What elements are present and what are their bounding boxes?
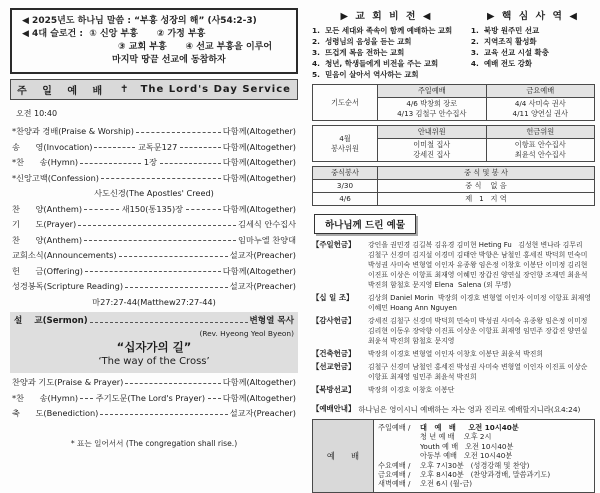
lunch-date: 4/6 (313, 193, 378, 206)
vision-item: 5. 믿음이 살아서 역사하는 교회 (312, 70, 419, 79)
vision-item: 2. 성령님의 음성을 듣는 교회 (312, 37, 412, 46)
sermon-title-korean: “십자가의 길” (116, 340, 192, 354)
right-page (312, 8, 595, 493)
order-item-person: 다함께(Altogether) (222, 126, 296, 136)
table-cell-line: 최윤석 안수집사 (514, 150, 566, 159)
worship-order-row (10, 233, 298, 249)
schedule-service-name: 금요예배 / (378, 470, 411, 480)
dotted-leader (85, 270, 221, 272)
vision-title: ▶ 교 회 비 전 ◀ (340, 11, 433, 22)
offering-category-label: 【북방선교】 (312, 385, 356, 394)
lunch-service-table (312, 166, 595, 206)
order-item-person: 다함께(Altogether) (222, 172, 296, 183)
schedule-service-time: 오전 6시 (월-금) (420, 479, 473, 489)
order-item-person: 김세식 안수집사 (238, 219, 296, 229)
dotted-leader (125, 382, 220, 384)
order-item-label: *찬 송(Hymn) (12, 157, 79, 167)
table-cell-line: 4/13 김철구 안수집사 (397, 109, 467, 118)
offering-committee-cell (486, 139, 595, 162)
slogan-line-1: ◀ 4대 슬로건 : ① 신앙 부흥 ② 가정 부흥 (22, 29, 206, 39)
usher-cell (378, 139, 487, 162)
slogan-box (10, 8, 298, 74)
order-item-detail: 1장 (143, 157, 157, 167)
volunteer-month: 4월 (339, 133, 351, 143)
offering-entry (312, 240, 595, 290)
table-cell-line: 4/4 사미숙 권사 (514, 99, 566, 108)
dotted-leader (136, 131, 221, 133)
dotted-leader (160, 162, 221, 164)
offering-entry (312, 316, 595, 346)
offering-category-label: 【감사헌금】 (312, 316, 356, 325)
schedule-row (378, 479, 590, 488)
order-item-label: *찬 송(Hymn) (12, 392, 79, 403)
offering-names (368, 240, 595, 290)
order-item-detail: 새150(통135)장 (121, 203, 184, 214)
core-ministry-section (471, 8, 595, 80)
schedule-row (378, 432, 590, 441)
offering-entry (312, 349, 595, 359)
ministry-item: 4. 예배 전도 강화 (470, 59, 532, 68)
prayer-table-friday-cell (486, 98, 595, 121)
dotted-leader (186, 208, 221, 210)
schedule-service-time: 청 년 예 배 오후 2시 (420, 432, 492, 442)
schedule-body (374, 420, 594, 492)
cross-icon: ✝ (120, 84, 129, 95)
vision-item: 4. 청년, 학생들에게 비전을 주는 교회 (312, 59, 439, 68)
order-item-label: *신앙고백(Confession) (12, 172, 99, 183)
offering-entry (312, 293, 595, 313)
table-cell-line: 강세진 집사 (413, 150, 451, 159)
slogan-line-3: 마지막 땅끝 선교에 동참하자 (112, 55, 226, 65)
dotted-leader (78, 224, 236, 226)
order-center-text: 마27:27-44(Matthew27:27-44) (92, 296, 216, 307)
table-cell-line: 4/6 박창희 장로 (406, 99, 458, 108)
dotted-leader (94, 146, 134, 148)
lunch-date: 3/30 (313, 180, 378, 193)
worship-order-row (10, 124, 298, 140)
dotted-leader (180, 146, 220, 148)
dotted-leader (208, 397, 221, 399)
offering-category-label: 【십 일 조】 (312, 293, 354, 302)
schedule-row (378, 470, 590, 479)
offering-names-line: 이항표 최재영 임민주 최윤석 박진희 (368, 373, 477, 381)
prayer-table-sunday-cell (378, 98, 487, 121)
volunteer-roster-table (312, 125, 595, 162)
sermon-preacher-english: (Rev. Hyeong Yeol Byeon) (199, 329, 294, 338)
worship-order-row (10, 171, 298, 187)
closing-order-list (10, 375, 298, 422)
offering-title-box: 하나님께 드린 예물 (314, 214, 416, 234)
dotted-leader (90, 321, 248, 323)
offering-names-line: 김철구 신경미 김지설 이경미 김태안 박향은 남철인 홍세진 박덕희 민숙미 (368, 251, 588, 259)
order-item-person: 설교자(Preacher) (229, 250, 296, 260)
order-item-person: 다함께(Altogether) (222, 141, 296, 152)
ministry-item: 1. 북방 원주민 선교 (470, 26, 540, 35)
offering-committee-header: 헌금위원 (486, 126, 595, 139)
dotted-leader (125, 286, 228, 288)
lunch-value: 제 1 지 역 (378, 193, 595, 206)
offering-names (368, 349, 595, 359)
worship-guide-verse: 하나님은 영이시니 예배하는 자는 영과 진리로 예배할지니라(요4:24) (358, 405, 581, 414)
offering-category-label: 【주일헌금】 (312, 240, 356, 249)
prayer-table-friday-header: 금요예배 (486, 85, 595, 98)
offering-names-line: 김철구 신경미 남철인 홍세진 박성권 사미숙 변형열 이인자 이진표 이상순 (368, 363, 588, 371)
order-item-person: 다함께(Altogether) (222, 265, 296, 276)
worship-order-row (10, 406, 298, 422)
offering-names-line: 박장희 이경호 변형열 이인자 이창호 이봉단 최윤석 박진희 (368, 350, 544, 358)
table-cell-line: 이항표 안수집사 (514, 140, 566, 149)
ministry-item: 3. 교육 선교 시설 확충 (470, 48, 549, 57)
schedule-service-name: 새벽예배 / (378, 479, 411, 489)
order-item-label: 송 영(Invocation) (12, 141, 93, 152)
offering-names-line: 강세진 김철구 신경미 박덕희 민숙미 박성권 사미숙 유종왕 임은정 이미정 (368, 317, 588, 325)
sermon-title-english: ‘The way of the Cross’ (98, 356, 210, 367)
left-page (10, 8, 298, 449)
dotted-leader (80, 397, 93, 399)
schedule-row (378, 423, 590, 432)
schedule-service-name (378, 451, 420, 460)
worship-guide-section (312, 404, 595, 415)
order-item-label: *찬양과 경배(Praise & Worship) (12, 126, 134, 136)
schedule-service-name (378, 432, 420, 441)
dotted-leader (84, 208, 119, 210)
worship-order-row (10, 391, 298, 407)
order-item-person: 임마누엘 찬양대 (238, 234, 296, 245)
prayer-table-sunday-header: 주일예배 (378, 85, 487, 98)
table-cell-line: 이미철 집사 (413, 140, 451, 149)
worship-order-row (10, 375, 298, 391)
ministry-item: 2. 지역조직 활성화 (470, 37, 537, 46)
worship-order-row (10, 217, 298, 233)
order-item-label: 기 도(Prayer) (12, 219, 77, 229)
dotted-leader (100, 413, 227, 415)
offering-names-line: 박성권 사미숙 변형열 이인자 유종왕 임은정 이창호 이봉단 이미정 김리현 (368, 261, 588, 269)
service-title-bar (10, 79, 298, 100)
worship-order-row (10, 140, 298, 156)
order-item-person: 설교자(Preacher) (229, 408, 296, 418)
schedule-row-header: 예 배 (313, 420, 374, 492)
schedule-service-time: 오후 8시40분 (찬양과경배, 말씀과기도) (420, 470, 551, 480)
offering-names-line: 박장희 이경호 이창호 이봉단 (368, 386, 455, 394)
sermon-row (14, 315, 294, 328)
volunteer-table-row-header (313, 126, 378, 162)
offering-category-label: 【건축헌금】 (312, 349, 356, 358)
order-item-label: 찬 양(Anthem) (12, 234, 83, 245)
usher-header: 안내위원 (378, 126, 487, 139)
schedule-service-name: 수요예배 / (378, 460, 411, 470)
worship-order-row (10, 279, 298, 295)
offering-names-line: 강인을 권민경 김길복 김유경 김미현 Heting Fu 김성현 변나라 김무리 (368, 241, 583, 249)
dotted-leader (80, 162, 141, 164)
worship-guide-label: 【예배안내】 (312, 404, 356, 413)
ministry-title: ▶ 핵 심 사 역 ◀ (486, 11, 579, 22)
offering-names (368, 316, 595, 346)
offering-names (368, 293, 595, 313)
volunteer-label: 봉사위원 (331, 143, 359, 153)
lunch-table-row-header: 중식봉사 (313, 167, 378, 180)
worship-order-row (10, 155, 298, 171)
vision-item: 1. 모든 세대와 족속이 함께 예배하는 교회 (312, 26, 453, 35)
order-item-label: 성경봉독(Scripture Reading) (12, 281, 124, 291)
service-title-english: The Lord's Day Service (140, 84, 291, 95)
sermon-block (10, 312, 298, 373)
offering-names-line: 김리현 이동우 장악향 이진표 이상운 이항표 최재영 임민주 장갑진 양연실 (368, 327, 588, 335)
lunch-table-col-header: 중 식 및 봉 사 (378, 167, 595, 180)
schedule-service-time: 대 예 배 오전 10시40분 (420, 423, 519, 432)
ministry-item-list (471, 25, 595, 69)
offering-names-line: 최윤석 박진희 함철호 문지영 (368, 337, 455, 345)
order-item-person: 다함께(Altogether) (222, 392, 296, 403)
order-item-detail: 교독문127 (137, 141, 178, 152)
slogan-line-2: ③ 교회 부흥 ④ 선교 부흥을 이루어 (118, 42, 273, 52)
yearly-theme-line: ◀ 2025년도 하나님 말씀 : “부흥 성장의 해” (사54:2-3) (22, 16, 257, 26)
order-item-person: 다함께(Altogether) (222, 203, 296, 214)
order-item-label: 헌 금(Offering) (12, 265, 83, 276)
order-item-label: 교회소식(Announcements) (12, 250, 117, 260)
offering-names-line: 박진희 함철호 문지영 Elena Salena (외 무명) (368, 281, 512, 289)
service-title-korean: 주 일 예 배 (17, 86, 109, 97)
schedule-service-time: 오후 7시30분 (성경강해 및 찬양) (420, 460, 530, 470)
order-item-label: 축 도(Benediction) (12, 408, 99, 418)
worship-order-row (10, 202, 298, 218)
schedule-service-time: 아동부 예배 오전 10시40분 (420, 451, 513, 461)
service-time: 오전 10:40 (16, 109, 58, 118)
offering-names (368, 362, 595, 382)
prayer-roster-table (312, 84, 595, 121)
order-item-label: 찬 양(Anthem) (12, 203, 83, 214)
dotted-leader (101, 177, 221, 179)
order-item-person: 설교자(Preacher) (229, 281, 296, 291)
order-item-person: 다함께(Altogether) (222, 377, 296, 387)
schedule-service-name (378, 442, 420, 451)
order-item-label: 찬양과 기도(Praise & Prayer) (12, 377, 124, 387)
offering-entry (312, 385, 595, 395)
offering-entry (312, 362, 595, 382)
vision-ministry-section (312, 8, 595, 80)
offering-names-line: 이진표 이상은 이항표 최재영 이혜민 장갑진 양연실 장인향 조재민 최윤석 (368, 271, 588, 279)
church-vision-section (312, 8, 461, 80)
schedule-service-time: Youth 예 배 오전 10시40분 (420, 441, 514, 451)
order-center-text: 사도신경(The Apostles' Creed) (94, 188, 214, 198)
sermon-preacher: 변형열 목사 (249, 316, 294, 326)
table-cell-line: 4/11 양연실 권사 (512, 109, 568, 118)
dotted-leader (84, 239, 236, 241)
order-item-detail: 주기도문(The Lord's Prayer) (95, 392, 206, 403)
dotted-leader (119, 255, 228, 257)
prayer-table-row-header: 기도순서 (313, 85, 378, 121)
schedule-service-name: 주일예배 / (378, 423, 411, 432)
worship-schedule-table (312, 419, 595, 493)
offering-category-label: 【선교헌금】 (312, 362, 356, 371)
worship-order-list (10, 124, 298, 310)
worship-order-row (10, 264, 298, 280)
offering-names (368, 385, 595, 395)
sermon-label: 설 교(Sermon) (14, 316, 88, 326)
lunch-value: 중 식 없 음 (378, 180, 595, 193)
worship-order-row (10, 248, 298, 264)
vision-item: 3. 뜨겁게 복음 전하는 교회 (312, 48, 405, 57)
offering-list (312, 240, 595, 395)
footnote: * 표는 일어서서 (The congregation shall rise.) (70, 438, 238, 448)
vision-item-list (312, 25, 461, 80)
schedule-row (378, 461, 590, 470)
schedule-row (378, 442, 590, 451)
offering-names-line: 이혜민 Hoang Ann Nguyen (368, 304, 457, 312)
offering-names-line: 김상희 Daniel Morin 박장희 이경호 변형열 이인자 이미정 이항표 최재영 (368, 294, 591, 302)
schedule-row (378, 451, 590, 460)
order-item-person: 다함께(Altogether) (222, 157, 296, 167)
